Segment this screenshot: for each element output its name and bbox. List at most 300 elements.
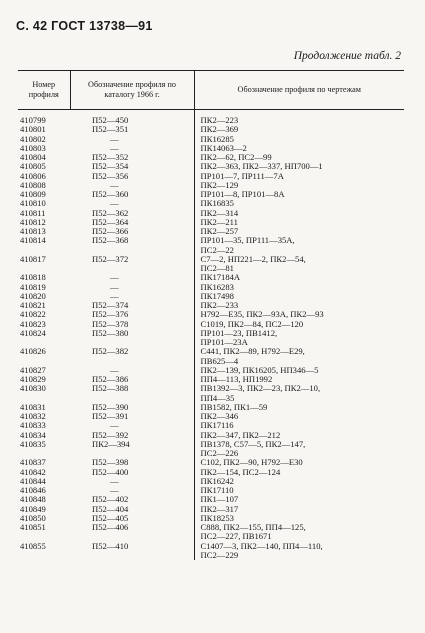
cell-line: ПР101—7, ПР111—7А (200, 171, 284, 181)
profile-number-cell (18, 209, 70, 218)
profile-number-cell (18, 477, 70, 486)
table-row (18, 514, 404, 523)
cell-line: ПК2—369 (200, 125, 239, 135)
catalog-designation-cell (70, 153, 194, 162)
cell-line: ПР101—23А (200, 337, 248, 347)
drawing-designation-cell (194, 144, 404, 153)
table-row (18, 403, 404, 412)
drawing-designation-cell (194, 486, 404, 495)
cell-line: П52—356 (92, 171, 129, 181)
cell-line: ПК2—314 (200, 208, 239, 218)
cell-line (92, 357, 194, 366)
cell-line: ПР101—35, ПР111—35А, (200, 236, 295, 246)
cell-line: П52—410 (92, 541, 129, 551)
table-row (18, 366, 404, 375)
table-row (18, 255, 404, 274)
drawing-designation-cell (194, 153, 404, 162)
cell-line: ПК16285 (200, 134, 234, 144)
cell-line: 410813 (20, 227, 46, 236)
table-row (18, 505, 404, 514)
cell-line: — (110, 180, 119, 190)
drawing-designation-cell (194, 347, 404, 366)
cell-line: 410846 (20, 486, 46, 495)
profile-number-cell (18, 505, 70, 514)
table-row (18, 320, 404, 329)
table-header (18, 71, 404, 110)
cell-line: — (110, 134, 119, 144)
cell-line: ПС2—226 (200, 448, 239, 458)
cell-line: ПК2—139, ПК16205, НП346—5 (200, 365, 319, 375)
drawing-designation-cell (194, 514, 404, 523)
table-row (18, 209, 404, 218)
cell-line: П52—391 (92, 412, 129, 421)
cell-line: ПК2—363, ПК2—337, НП700—1 (200, 162, 323, 172)
catalog-designation-cell (70, 431, 194, 440)
cell-line: 410848 (20, 495, 46, 505)
profile-number-cell (18, 125, 70, 134)
catalog-designation-cell (70, 495, 194, 504)
cell-line: ПК2—233 (200, 301, 239, 310)
profile-number-cell (18, 366, 70, 375)
catalog-designation-cell (70, 458, 194, 467)
profile-number-cell (18, 320, 70, 329)
column-header-catalog-designation: Обозначение профиля по каталогу 1966 г. (70, 71, 194, 110)
drawing-designation-cell (194, 440, 404, 459)
cell-line: ПК2—129 (200, 180, 239, 190)
profile-number-cell (18, 218, 70, 227)
table-row (18, 181, 404, 190)
table-row (18, 440, 404, 459)
cell-line (20, 532, 70, 541)
cell-line: ПК16835 (200, 199, 234, 209)
drawing-designation-cell (194, 320, 404, 329)
cell-line: ПВ1582, ПК1—59 (200, 402, 268, 412)
catalog-designation-cell (70, 320, 194, 329)
cell-line: 410804 (20, 153, 46, 162)
cell-line: 410844 (20, 476, 46, 486)
catalog-designation-cell (70, 255, 194, 274)
cell-line: ПП4—113, НП1992 (200, 375, 273, 384)
table-row (18, 412, 404, 421)
cell-line (92, 394, 194, 403)
cell-line: П52—380 (92, 328, 129, 338)
cell-line: П52—374 (92, 301, 129, 310)
cell-line: 410823 (20, 319, 46, 329)
cell-line: 410851 (20, 523, 46, 532)
drawing-designation-cell (194, 477, 404, 486)
cell-line: П52—402 (92, 495, 129, 505)
profile-number-cell (18, 255, 70, 274)
table-row (18, 523, 404, 542)
page-header: С. 42 ГОСТ 13738—91 (16, 19, 153, 33)
catalog-designation-cell (70, 301, 194, 310)
table-continuation-caption: Продолжение табл. 2 (293, 50, 401, 62)
cell-line: 410824 (20, 328, 46, 338)
cell-line: 410802 (20, 134, 46, 144)
table-row (18, 495, 404, 504)
cell-line: — (110, 273, 119, 283)
profile-number-cell (18, 403, 70, 412)
cell-line: 410818 (20, 273, 46, 283)
profile-number-cell (18, 310, 70, 319)
table-row (18, 468, 404, 477)
profile-number-cell (18, 144, 70, 153)
cell-line: 410827 (20, 365, 46, 375)
table-row (18, 199, 404, 208)
catalog-designation-cell (70, 218, 194, 227)
profile-number-cell (18, 542, 70, 561)
cell-line: ПВ1378, С57—5, ПК2—147, (200, 439, 306, 449)
drawing-designation-cell (194, 495, 404, 504)
profile-number-cell (18, 236, 70, 255)
cell-line: ПК17110 (200, 486, 234, 495)
catalog-designation-cell (70, 190, 194, 199)
cell-line (20, 246, 70, 255)
cell-line: 410831 (20, 402, 46, 412)
profile-number-cell (18, 421, 70, 430)
cell-line: ПК2—154, ПС2—124 (200, 467, 281, 477)
cell-line: ПР101—23, ПВ1412, (200, 328, 278, 338)
cell-line: П52—398 (92, 458, 129, 468)
cell-line (92, 264, 194, 273)
drawing-designation-cell (194, 421, 404, 430)
cell-line: — (110, 291, 119, 301)
profile-number-cell (18, 199, 70, 208)
cell-line: С1407—3, ПК2—140, ПП4—110, (200, 541, 323, 551)
table-row (18, 421, 404, 430)
cell-line: ПС2—81 (200, 263, 234, 273)
cell-line: ПК16283 (200, 282, 234, 292)
drawing-designation-cell (194, 199, 404, 208)
profile-number-cell (18, 412, 70, 421)
profile-number-cell (18, 110, 70, 126)
profile-number-cell (18, 135, 70, 144)
table-row (18, 301, 404, 310)
drawing-designation-cell (194, 458, 404, 467)
table-row (18, 283, 404, 292)
cell-line: П52—450 (92, 115, 129, 125)
table-row (18, 347, 404, 366)
profile-number-cell (18, 514, 70, 523)
drawing-designation-cell (194, 227, 404, 236)
table-row (18, 292, 404, 301)
drawing-designation-cell (194, 181, 404, 190)
cell-line: П52—382 (92, 347, 129, 357)
cell-line: 410799 (20, 115, 46, 125)
profile-number-cell (18, 375, 70, 384)
profile-number-cell (18, 329, 70, 348)
cell-line: 410809 (20, 190, 46, 199)
cell-line: П52—362 (92, 208, 129, 218)
cell-line: — (110, 282, 119, 292)
cell-line: 410817 (20, 254, 46, 264)
cell-line: ПК17116 (200, 421, 234, 431)
catalog-designation-cell (70, 440, 194, 459)
profile-number-cell (18, 273, 70, 282)
catalog-designation-cell (70, 384, 194, 403)
column-header-profile-number: Номер профиля (18, 71, 70, 110)
cell-line: П52—354 (92, 162, 129, 172)
catalog-designation-cell (70, 310, 194, 319)
table-row (18, 486, 404, 495)
table-row (18, 310, 404, 319)
drawing-designation-cell (194, 273, 404, 282)
catalog-designation-cell (70, 110, 194, 126)
drawing-designation-cell (194, 255, 404, 274)
catalog-designation-cell (70, 283, 194, 292)
table-row (18, 162, 404, 171)
catalog-designation-cell (70, 181, 194, 190)
table-row (18, 110, 404, 126)
catalog-designation-cell (70, 135, 194, 144)
profile-number-cell (18, 468, 70, 477)
drawing-designation-cell (194, 375, 404, 384)
table-row (18, 135, 404, 144)
drawing-designation-cell (194, 110, 404, 126)
cell-line: 410829 (20, 375, 46, 384)
cell-line: П52—368 (92, 236, 129, 246)
cell-line: ПК18253 (200, 513, 234, 523)
drawing-designation-cell (194, 310, 404, 319)
catalog-designation-cell (70, 347, 194, 366)
cell-line: 410832 (20, 412, 46, 421)
catalog-designation-cell (70, 514, 194, 523)
profile-number-cell (18, 283, 70, 292)
table-row (18, 477, 404, 486)
cell-line: 410811 (20, 208, 46, 218)
profile-number-cell (18, 162, 70, 171)
profile-number-cell (18, 181, 70, 190)
cell-line (92, 532, 194, 541)
cell-line (92, 246, 194, 255)
cell-line: 410805 (20, 162, 46, 172)
cell-line: 410806 (20, 171, 46, 181)
table-row (18, 172, 404, 181)
table-row (18, 542, 404, 561)
cell-line: 410849 (20, 504, 46, 514)
drawing-designation-cell (194, 542, 404, 561)
drawing-designation-cell (194, 384, 404, 403)
cell-line: ПК2—346 (200, 412, 239, 421)
cell-line: ПП4—35 (200, 392, 235, 403)
cell-line: ПК2—257 (200, 227, 239, 236)
drawing-designation-cell (194, 301, 404, 310)
cell-line: С102, ПК2—90, Н792—Е30 (200, 458, 303, 468)
cell-line: ПВ625—4 (200, 355, 239, 366)
cell-line: ПК14063—2 (200, 143, 247, 153)
cell-line (20, 357, 70, 366)
cell-line: ПК17184А (200, 273, 241, 283)
cell-line: П52—378 (92, 319, 129, 329)
profile-number-cell (18, 440, 70, 459)
cell-line: П52—366 (92, 227, 129, 236)
cell-line: П52—360 (92, 190, 129, 199)
cell-line (92, 551, 194, 560)
catalog-designation-cell (70, 403, 194, 412)
cell-line (92, 449, 194, 458)
cell-line: П52—390 (92, 402, 129, 412)
cell-line: П52—352 (92, 153, 129, 162)
drawing-designation-cell (194, 468, 404, 477)
cell-line: П52—406 (92, 523, 129, 532)
cell-line: ПК16242 (200, 476, 234, 486)
cell-line: ПК2—317 (200, 504, 239, 514)
catalog-designation-cell (70, 236, 194, 255)
table-row (18, 125, 404, 134)
table-row (18, 375, 404, 384)
table-row (18, 384, 404, 403)
cell-line (20, 394, 70, 403)
cell-line: ПК17498 (200, 291, 234, 301)
table-row (18, 190, 404, 199)
catalog-designation-cell (70, 209, 194, 218)
cell-line: ПС2—227, ПВ1671 (200, 531, 272, 542)
drawing-designation-cell (194, 403, 404, 412)
cell-line: 410803 (20, 143, 46, 153)
profile-number-cell (18, 292, 70, 301)
cell-line: 410835 (20, 439, 46, 449)
table-row (18, 218, 404, 227)
table-row (18, 458, 404, 467)
drawing-designation-cell (194, 431, 404, 440)
profile-number-cell (18, 172, 70, 181)
cell-line: 410834 (20, 430, 46, 440)
drawing-designation-cell (194, 125, 404, 134)
cell-line: ПР101—8, ПР101—8А (200, 190, 285, 199)
cell-line (92, 338, 194, 347)
drawing-designation-cell (194, 329, 404, 348)
drawing-designation-cell (194, 366, 404, 375)
cell-line: — (110, 199, 119, 209)
drawing-designation-cell (194, 236, 404, 255)
cell-line: 410820 (20, 291, 46, 301)
cell-line: ПК2—223 (200, 115, 239, 125)
cell-line: С441, ПК2—89, Н792—Е29, (200, 347, 305, 357)
cell-line: С888, ПК2—155, ПП4—125, (200, 523, 306, 532)
cell-line: 410855 (20, 541, 46, 551)
cell-line: 410842 (20, 467, 46, 477)
table-row (18, 431, 404, 440)
table-body (18, 110, 404, 561)
drawing-designation-cell (194, 172, 404, 181)
profile-number-cell (18, 431, 70, 440)
drawing-designation-cell (194, 283, 404, 292)
catalog-designation-cell (70, 292, 194, 301)
cell-line: 410826 (20, 347, 46, 357)
table-row (18, 153, 404, 162)
catalog-designation-cell (70, 366, 194, 375)
cell-line: ПК2—394 (92, 439, 130, 449)
catalog-designation-cell (70, 421, 194, 430)
cell-line: 410801 (20, 125, 46, 135)
cell-line: 410850 (20, 513, 46, 523)
cell-line: С1019, ПК2—84, ПС2—120 (200, 319, 304, 329)
cell-line: ПК2—211 (200, 217, 238, 227)
cell-line: П52—376 (92, 310, 129, 320)
cell-line: Н792—Е35, ПК2—93А, ПК2—93 (200, 310, 324, 320)
cell-line: ПВ1392—3, ПК2—23, ПК2—10, (200, 384, 321, 394)
cell-line: П52—400 (92, 467, 129, 477)
drawing-designation-cell (194, 209, 404, 218)
table-row (18, 144, 404, 153)
profile-table (18, 70, 404, 560)
catalog-designation-cell (70, 162, 194, 171)
catalog-designation-cell (70, 273, 194, 282)
cell-line (20, 264, 70, 273)
catalog-designation-cell (70, 125, 194, 134)
drawing-designation-cell (194, 412, 404, 421)
catalog-designation-cell (70, 144, 194, 153)
cell-line: — (110, 421, 119, 431)
cell-line: 410833 (20, 421, 46, 431)
profile-number-cell (18, 486, 70, 495)
table-row (18, 273, 404, 282)
drawing-designation-cell (194, 218, 404, 227)
table-row (18, 227, 404, 236)
cell-line: П52—351 (92, 125, 129, 135)
catalog-designation-cell (70, 172, 194, 181)
drawing-designation-cell (194, 162, 404, 171)
cell-line: П52—404 (92, 504, 129, 514)
catalog-designation-cell (70, 329, 194, 348)
cell-line: ПК2—347, ПК2—212 (200, 430, 281, 440)
profile-number-cell (18, 227, 70, 236)
cell-line: — (110, 365, 119, 375)
profile-number-cell (18, 495, 70, 504)
cell-line: С7—2, НП221—2, ПК2—54, (200, 254, 306, 264)
cell-line: — (110, 143, 119, 153)
drawing-designation-cell (194, 190, 404, 199)
catalog-designation-cell (70, 375, 194, 384)
cell-line: 410837 (20, 458, 46, 468)
cell-line: 410830 (20, 384, 46, 394)
profile-number-cell (18, 347, 70, 366)
cell-line: 410822 (20, 310, 46, 320)
cell-line: П52—364 (92, 217, 129, 227)
profile-number-cell (18, 153, 70, 162)
cell-line (20, 338, 70, 347)
cell-line: — (110, 486, 119, 495)
catalog-designation-cell (70, 412, 194, 421)
cell-line: П52—386 (92, 375, 129, 384)
cell-line: 410808 (20, 180, 46, 190)
cell-line: ПС2—22 (200, 244, 234, 255)
profile-number-cell (18, 190, 70, 199)
profile-number-cell (18, 523, 70, 542)
cell-line: ПК2—62, ПС2—99 (200, 153, 272, 162)
cell-line: 410819 (20, 282, 46, 292)
profile-number-cell (18, 384, 70, 403)
catalog-designation-cell (70, 199, 194, 208)
cell-line (20, 449, 70, 458)
cell-line: ПК1—107 (200, 495, 239, 505)
catalog-designation-cell (70, 486, 194, 495)
catalog-designation-cell (70, 477, 194, 486)
cell-line: 410810 (20, 199, 46, 209)
drawing-designation-cell (194, 292, 404, 301)
catalog-designation-cell (70, 227, 194, 236)
cell-line: П52—405 (92, 513, 129, 523)
table-row (18, 329, 404, 348)
cell-line: 410812 (20, 217, 46, 227)
catalog-designation-cell (70, 468, 194, 477)
cell-line: П52—372 (92, 254, 129, 264)
profile-number-cell (18, 301, 70, 310)
catalog-designation-cell (70, 542, 194, 561)
catalog-designation-cell (70, 523, 194, 542)
drawing-designation-cell (194, 523, 404, 542)
drawing-designation-cell (194, 505, 404, 514)
